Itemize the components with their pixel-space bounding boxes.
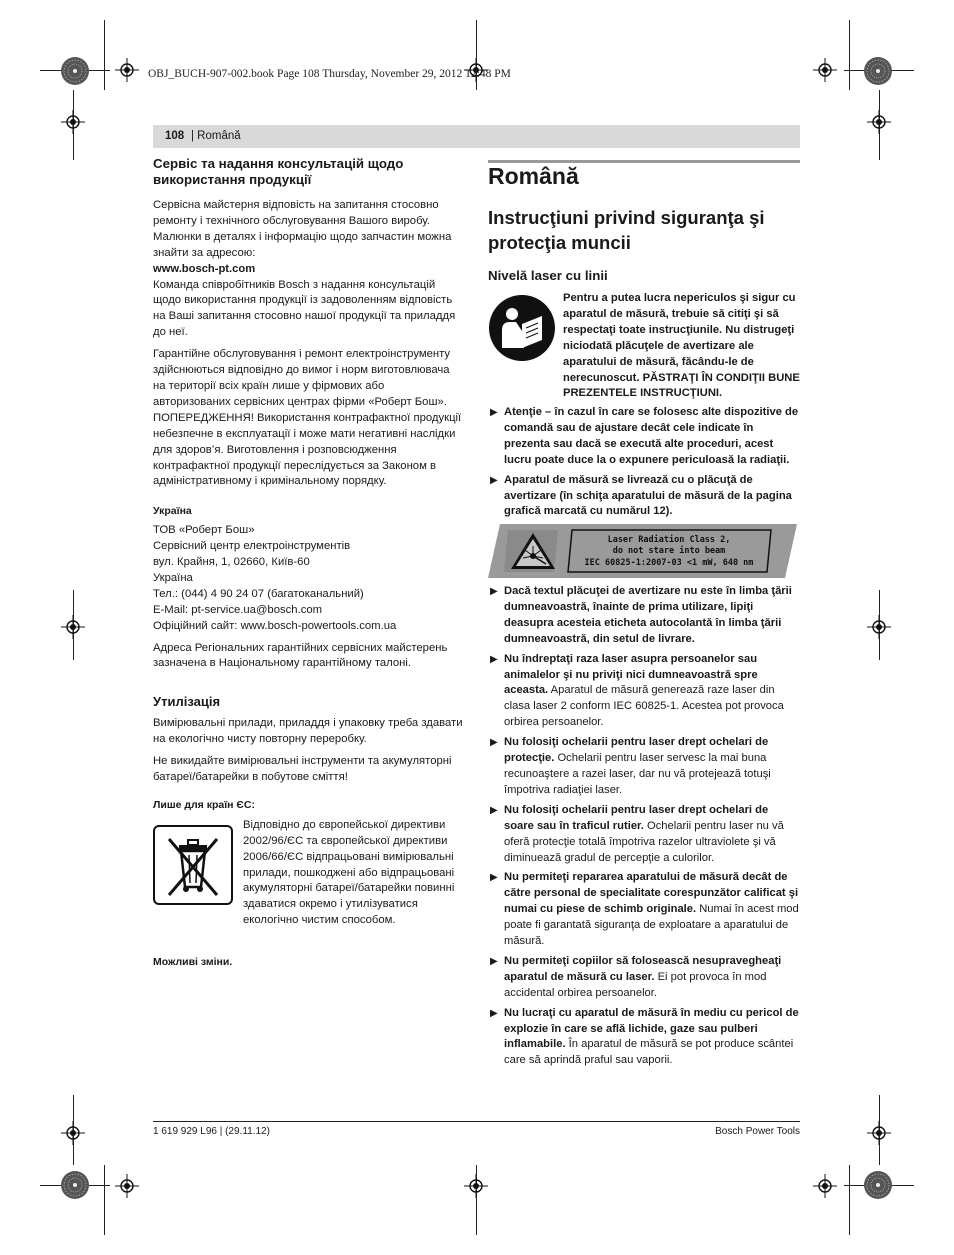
address-block — [153, 523, 464, 634]
triangle-right-icon: ▶ — [490, 586, 498, 597]
bullet-list — [488, 405, 800, 524]
registration-target-icon — [813, 1174, 837, 1198]
list-item — [488, 954, 800, 1002]
disposal-paragraph: Вимірювальні прилади, приладдя і упаковку треба здавати на екологічно чисту повторну переробку. — [153, 717, 463, 746]
bullet-bold-text: Nu permiteţi repararea aparatului de măsură decât de către personal de specialitate corespunzător calificat şi numai cu piese de schimb originale. — [504, 871, 799, 916]
bullet-text: Aparatul de măsură generează raze laser din clasa laser 2 conform IEC 60825-1. Acestea pot provoca orbirea persoanelor. — [504, 684, 784, 729]
crossed-bin-icon — [153, 825, 233, 905]
list-item — [488, 473, 800, 521]
bullet-text: Ochelarii pentru laser nu vă oferă protecţie totală împotriva razelor ultraviolete şi vă diminuează gradul de percepţie a culorilor. — [504, 819, 784, 864]
star-target-icon — [60, 56, 90, 86]
registration-target-icon — [61, 1121, 85, 1145]
email-line: E-Mail: pt-service.ua@bosch.com — [153, 603, 323, 616]
disposal-paragraph: Не викидайте вимірювальні інструменти та акумуляторні батареї/батарейки в побутове сміття! — [153, 755, 452, 783]
service-url: www.bosch-pt.com — [153, 262, 256, 275]
crop-mark — [104, 1165, 105, 1235]
disposal-heading: Утилізація — [153, 694, 221, 710]
safety-title: Instrucţiuni privind siguranţa şi protecţia muncii — [488, 207, 765, 253]
language-title: Română — [488, 163, 579, 189]
list-item — [488, 735, 800, 799]
crop-mark — [849, 1165, 850, 1235]
eu-text: Відповідно до європейської директиви 2002/96/ЄС та європейської директиви 2006/66/ЄС відпрацьовані вимірювальні прилади, пошкоджені або відпрацьовані акумуляторні батареї/батарейки повинні здаватися окремо і утилізуватися екологічно чистим способом. — [243, 818, 455, 927]
book-header: OBJ_BUCH-907-002.book Page 108 Thursday, November 29, 2012 12:48 PM — [148, 68, 511, 80]
list-item — [488, 584, 800, 648]
triangle-right-icon: ▶ — [490, 955, 498, 967]
footer-rule — [153, 1121, 800, 1122]
intro-text: Pentru a putea lucra nepericulos şi sigur cu aparatul de măsură, trebuie să citiţi şi să respectaţi toate instrucţiunile. Nu distrugeţi niciodată plăcuţele de avertizare ale aparatului de măsură, făcându-le de nerecunoscut. PĂSTRAŢI ÎN CONDIŢII BUNE PREZENTELE INSTRUCŢIUNI. — [563, 292, 800, 400]
bullet-bold-text: Aparatul de măsură se livrează cu o plăcuţă de avertizare (în schiţa aparatului de măsură de la pagina grafică marcată cu numărul 12). — [504, 473, 792, 518]
registration-target-icon — [61, 110, 85, 134]
registration-target-icon — [867, 110, 891, 134]
crop-mark — [849, 20, 850, 90]
list-item — [488, 803, 800, 867]
laser-label-line: Laser Radiation Class 2, — [607, 535, 731, 545]
service-text: Команда співробітників Bosch з надання консультацій щодо використання продукції із задоволенням відповість на Ваші запитання стосовно нашої продукції та приладдя до неї. — [153, 278, 456, 339]
service-paragraph — [153, 198, 464, 341]
read-manual-icon — [488, 294, 556, 362]
bullet-text: În aparatul de măsură se pot produce scântei care să aprindă praful sau vaporii. — [504, 1038, 794, 1067]
star-target-icon — [863, 56, 893, 86]
registration-target-icon — [867, 1121, 891, 1145]
bullet-bold-text: Nu lucraţi cu aparatul de măsură în mediu cu pericol de explozie în care se află lichide, gaze sau pulberi inflamabile. — [504, 1006, 799, 1051]
bullet-text: Ei pot provoca în mod accidental orbirea persoanelor. — [504, 970, 767, 999]
address-line: Україна — [153, 571, 193, 584]
star-target-icon — [60, 1170, 90, 1200]
triangle-right-icon: ▶ — [490, 804, 498, 816]
bullet-bold-text: Atenţie – în cazul în care se folosesc alte dispozitive de comandă sau de ajustare decât cele indicate în prezenta sau dacă se execută alte proceduri, acest lucru poate duce la o expunere periculoasă la radiaţii. — [504, 406, 799, 466]
left-column — [153, 156, 464, 971]
country-heading: Україна — [153, 505, 192, 518]
bullet-text: Numai în acest mod poate fi garantată siguranţa de exploatare a aparatului de măsură. — [504, 903, 799, 948]
list-item — [488, 1006, 800, 1070]
page-header — [153, 125, 800, 148]
eu-heading: Лише для країн ЄС: — [153, 798, 255, 811]
bullet-bold-text: Nu îndreptaţi raza laser asupra persoanelor sau animalelor şi nu priviţi nici dumneavoastră spre aceasta. — [504, 652, 758, 697]
footer-document-code: 1 619 929 L96 | (29.11.12) — [153, 1126, 270, 1137]
bullet-bold-text: Nu folosiţi ochelarii pentru laser drept ochelari de protecţie. — [504, 736, 769, 765]
website-line: Офіційний сайт: www.bosch-powertools.com.ua — [153, 619, 397, 632]
triangle-right-icon: ▶ — [490, 737, 498, 749]
device-title: Nivelă laser cu linii — [488, 268, 608, 283]
list-item — [488, 652, 800, 732]
crop-mark — [104, 20, 105, 90]
service-heading: Сервіс та надання консультацій щодо використання продукції — [153, 156, 404, 187]
address-line: ТОВ «Роберт Бош» — [153, 524, 255, 537]
laser-label-line: IEC 60825-1:2007-03 <1 mW, 640 nm — [584, 558, 754, 568]
triangle-right-icon: ▶ — [490, 1007, 498, 1019]
bullet-bold-text: Nu folosiţi ochelarii pentru laser drept ochelari de soare sau în traficul rutier. — [504, 803, 769, 832]
registration-target-icon — [61, 615, 85, 639]
registration-target-icon — [115, 58, 139, 82]
bullet-text: Ochelarii pentru laser servesc la mai buna recunoaştere a razei laser, dar nu vă protejează totuşi împotriva radiaţiei laser. — [504, 752, 771, 796]
address-line: Сервісний центр електроінструментів — [153, 540, 351, 553]
bullet-list — [488, 584, 800, 1073]
bullet-bold-text: Nu permiteţi copiilor să folosească nesupravegheaţi aparatul de măsură cu laser. — [504, 954, 782, 983]
bullet-bold-text: Dacă textul plăcuţei de avertizare nu este în limba ţării dumneavoastră, înainte de prima utilizare, lipiţi deasupra acesteia eticheta autocolantă în limba ţării dumneavoastră, din setul de livrare. — [504, 585, 792, 645]
phone-line: Тел.: (044) 4 90 24 07 (багатоканальний) — [153, 587, 364, 600]
triangle-right-icon: ▶ — [490, 407, 498, 418]
list-item — [488, 405, 800, 469]
address-line: вул. Крайня, 1, 02660, Київ-60 — [153, 556, 310, 569]
registration-target-icon — [464, 1174, 488, 1198]
star-target-icon — [863, 1170, 893, 1200]
weee-row — [153, 818, 464, 929]
warranty-paragraph: Гарантійне обслуговування і ремонт електроінструменту здійснюються відповідно до вимог і норм виготовлювача на території всіх країн лише у фірмових або авторизованих сервісних центрах фірми «Роберт Бош». ПОПЕРЕДЖЕННЯ! Використання контрафактної продукції небезпечне в експлуатації і може мати негативні наслідки для здоров’я. Виготовлення і розповсюдження контрафактної продукції переслідується за Законом в адміністративному і кримінальному порядку. — [153, 348, 462, 488]
registration-target-icon — [115, 1174, 139, 1198]
changes-note: Можливі зміни. — [153, 956, 233, 969]
laser-label-line: do not stare into beam — [612, 546, 726, 556]
page-number: 108 — [165, 130, 185, 142]
regional-note: Адреса Регіональних гарантійних сервісних майстерень зазначена в Національному гарантійному талоні. — [153, 641, 448, 670]
registration-target-icon — [867, 615, 891, 639]
triangle-right-icon: ▶ — [490, 872, 498, 884]
registration-target-icon — [813, 58, 837, 82]
laser-warning-label — [488, 524, 797, 578]
list-item — [488, 870, 800, 950]
page-language: | Română — [191, 130, 241, 142]
service-text: Сервісна майстерня відповість на запитання стосовно ремонту і технічного обслуговування Вашого виробу. Малюнки в деталях і інформацію щодо запчастин можна знайти за адресою: — [153, 199, 452, 259]
triangle-right-icon: ▶ — [490, 653, 498, 665]
footer-brand: Bosch Power Tools — [715, 1126, 800, 1137]
triangle-right-icon: ▶ — [490, 474, 498, 486]
